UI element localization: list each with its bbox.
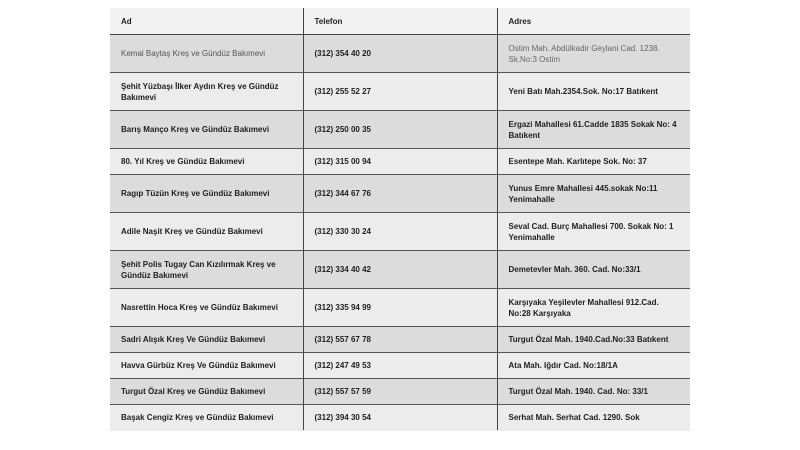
cell-phone: (312) 335 94 99 (303, 289, 497, 327)
cell-address: Yunus Emre Mahallesi 445.sokak No:11 Yenimahalle (497, 175, 690, 213)
table-row (110, 175, 690, 213)
cell-name: 80. Yıl Kreş ve Gündüz Bakımevi (110, 149, 303, 175)
cell-address: Demetevler Mah. 360. Cad. No:33/1 (497, 251, 690, 289)
column-header-phone[interactable]: Telefon (303, 8, 497, 35)
cell-address: Turgut Özal Mah. 1940.Cad.No:33 Batıkent (497, 327, 690, 353)
cell-name: Turgut Özal Kreş ve Gündüz Bakımevi (110, 379, 303, 405)
table-row (110, 251, 690, 289)
table-row (110, 213, 690, 251)
kindergarten-table (110, 8, 690, 430)
cell-address: Esentepe Mah. Karlıtepe Sok. No: 37 (497, 149, 690, 175)
cell-name: Başak Cengiz Kreş ve Gündüz Bakımevi (110, 405, 303, 431)
cell-name: Nasrettin Hoca Kreş ve Gündüz Bakımevi (110, 289, 303, 327)
table-row (110, 353, 690, 379)
table-row (110, 327, 690, 353)
cell-address: Seval Cad. Burç Mahallesi 700. Sokak No: 1 Yenimahalle (497, 213, 690, 251)
table-body (110, 35, 690, 431)
cell-phone: (312) 250 00 35 (303, 111, 497, 149)
table-row (110, 289, 690, 327)
cell-name: Sadri Alışık Kreş Ve Gündüz Bakımevi (110, 327, 303, 353)
cell-phone: (312) 255 52 27 (303, 73, 497, 111)
table-row (110, 111, 690, 149)
cell-address: Serhat Mah. Serhat Cad. 1290. Sok (497, 405, 690, 431)
cell-phone: (312) 247 49 53 (303, 353, 497, 379)
table-row (110, 379, 690, 405)
cell-address: Yeni Batı Mah.2354.Sok. No:17 Batıkent (497, 73, 690, 111)
cell-phone: (312) 315 00 94 (303, 149, 497, 175)
cell-name: Barış Manço Kreş ve Gündüz Bakımevi (110, 111, 303, 149)
table-header (110, 8, 690, 35)
cell-address: Ata Mah. Iğdır Cad. No:18/1A (497, 353, 690, 379)
cell-phone: (312) 344 67 76 (303, 175, 497, 213)
table-row (110, 149, 690, 175)
cell-address: Turgut Özal Mah. 1940. Cad. No: 33/1 (497, 379, 690, 405)
cell-name: Havva Gürbüz Kreş Ve Gündüz Bakımevi (110, 353, 303, 379)
cell-phone: (312) 354 40 20 (303, 35, 497, 73)
cell-phone: (312) 334 40 42 (303, 251, 497, 289)
table-row (110, 405, 690, 431)
cell-address: Ergazi Mahallesi 61.Cadde 1835 Sokak No: 4 Batıkent (497, 111, 690, 149)
cell-name: Ragıp Tüzün Kreş ve Gündüz Bakımevi (110, 175, 303, 213)
cell-address: Ostim Mah. Abdülkadir Geylani Cad. 1238. Sk.No:3 Ostim (497, 35, 690, 73)
cell-phone: (312) 394 30 54 (303, 405, 497, 431)
column-header-address[interactable]: Adres (497, 8, 690, 35)
column-header-name[interactable]: Ad (110, 8, 303, 35)
cell-phone: (312) 557 67 78 (303, 327, 497, 353)
kindergarten-table-container (110, 8, 690, 431)
cell-address: Karşıyaka Yeşilevler Mahallesi 912.Cad. No:28 Karşıyaka (497, 289, 690, 327)
cell-name: Kemal Baytaş Kreş ve Gündüz Bakımevi (110, 35, 303, 73)
cell-name: Adile Naşit Kreş ve Gündüz Bakımevi (110, 213, 303, 251)
table-row (110, 73, 690, 111)
table-row (110, 35, 690, 73)
cell-name: Şehit Polis Tugay Can Kızılırmak Kreş ve Gündüz Bakımevi (110, 251, 303, 289)
cell-name: Şehit Yüzbaşı İlker Aydın Kreş ve Gündüz Bakımevi (110, 73, 303, 111)
cell-phone: (312) 330 30 24 (303, 213, 497, 251)
header-row (110, 8, 690, 35)
cell-phone: (312) 557 57 59 (303, 379, 497, 405)
